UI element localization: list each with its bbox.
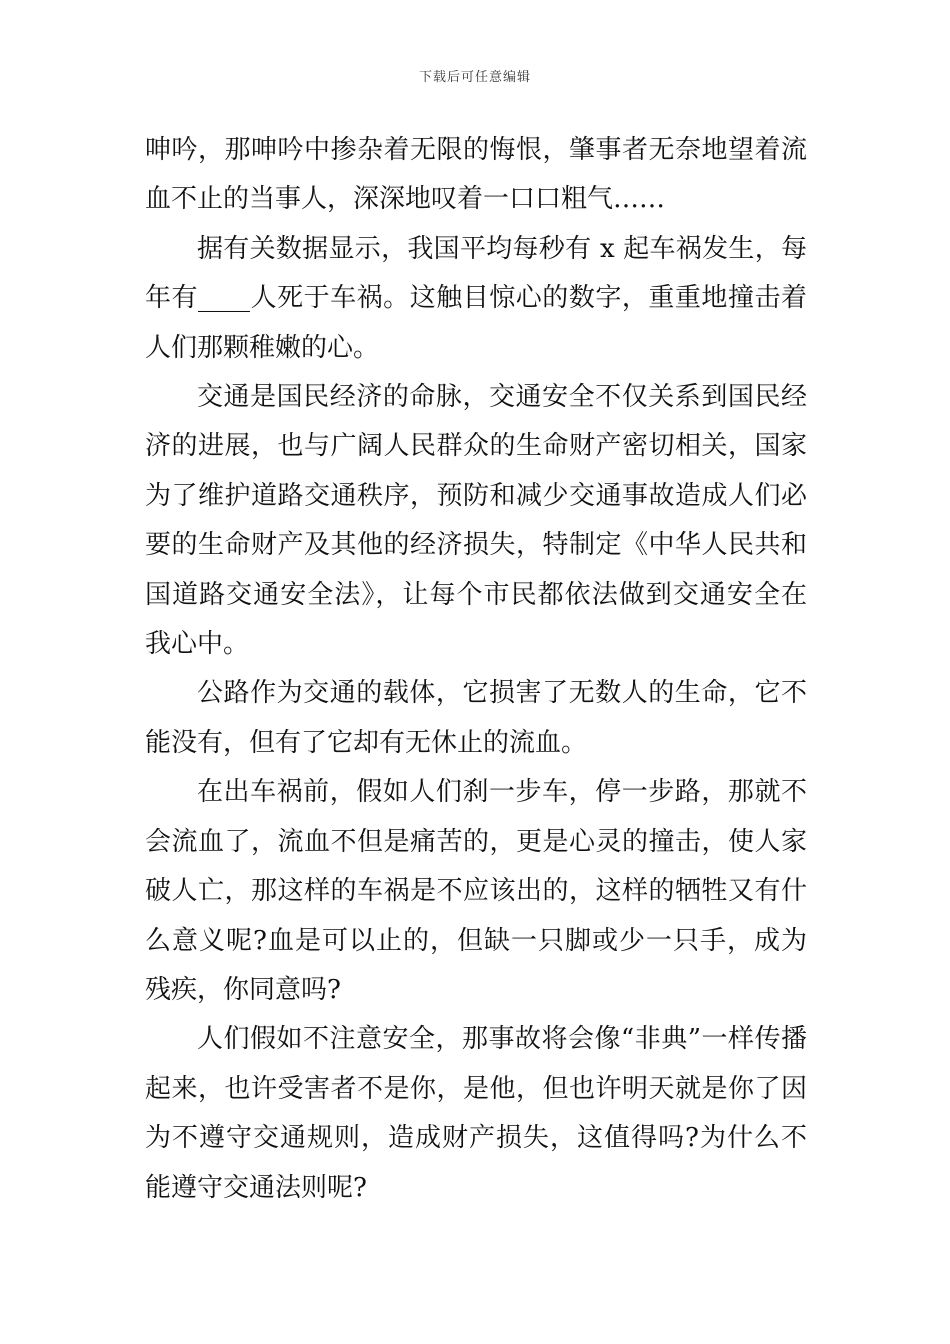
paragraph-before-accident: 在出车祸前，假如人们刹一步车，停一步路，那就不会流血了，流血不但是痛苦的，更是心灵的撞击，使人家破人亡，那这样的车祸是不应该出的，这样的牺牲又有什么意义呢?血是可以止的，但缺一只脚或少一只手，成为残疾，你同意吗? bbox=[145, 777, 807, 1005]
paragraph-statistics: 据有关数据显示，我国平均每秒有 x 起车祸发生，每年有____人死于车祸。这触目惊心的数字，重重地撞击着人们那颗稚嫩的心。 bbox=[145, 233, 807, 363]
page-header: 下载后可任意编辑 bbox=[418, 70, 531, 85]
paragraph-highway: 公路作为交通的载体，它损害了无数人的生命，它不能没有，但有了它却有无休止的流血。 bbox=[145, 678, 807, 758]
paragraph-continuation: 呻吟，那呻吟中掺杂着无限的悔恨，肇事者无奈地望着流血不止的当事人，深深地叹着一口口粗气…… bbox=[145, 135, 807, 215]
document-body bbox=[145, 126, 807, 1213]
paragraph-traffic-law: 交通是国民经济的命脉，交通安全不仅关系到国民经济的进展，也与广阔人民群众的生命财产密切相关，国家为了维护道路交通秩序，预防和减少交通事故造成人们必要的生命财产及其他的经济损失，特制定《中华人民共和国道路交通安全法》，让每个市民都依法做到交通安全在我心中。 bbox=[145, 382, 807, 660]
paragraph-safety: 人们假如不注意安全，那事故将会像“非典”一样传播起来，也许受害者不是你，是他，但也许明天就是你了因为不遵守交通规则，造成财产损失，这值得吗?为什么不能遵守交通法则呢? bbox=[145, 1024, 807, 1203]
